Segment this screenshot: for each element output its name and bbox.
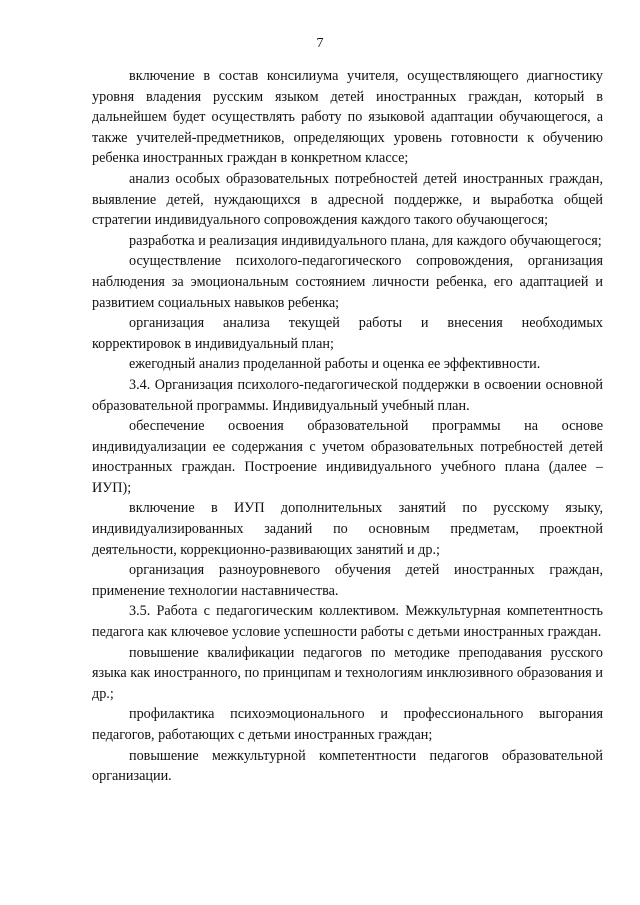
paragraph: организация разноуровневого обучения детей иностранных граждан, применение технологии наставничества. (92, 562, 603, 599)
paragraph: ежегодный анализ проделанной работы и оценка ее эффективности. (129, 356, 541, 373)
paragraph: обеспечение освоения образовательной программы на основе индивидуализации ее содержания с учетом образовательных потребностей детей иностранных граждан. Построение индивидуального учебного плана (далее – ИУП); (92, 418, 603, 496)
document-body (92, 66, 603, 787)
page-number: 7 (316, 36, 324, 51)
paragraph: включение в состав консилиума учителя, осуществляющего диагностику уровня владения русским языком детей иностранных граждан, который в дальнейшем будет осуществлять работу по языковой адаптации обучающегося, а также учителей-предметников, определяющих уровень готовности к обучению ребенка иностранных граждан в конкретном классе; (92, 68, 603, 167)
paragraph: осуществление психолого-педагогического сопровождения, организация наблюдения за эмоциональным состоянием личности ребенка, его адаптацией и развитием социальных навыков ребенка; (92, 253, 603, 311)
section-heading-3-4: 3.4. Организация психолого-педагогической поддержки в освоении основной образовательной программы. Индивидуальный учебный план. (92, 376, 603, 414)
paragraph: разработка и реализация индивидуального плана, для каждого обучающегося; (129, 232, 602, 249)
section-heading-3-5: 3.5. Работа с педагогическим коллективом. Межкультурная компетентность педагога как ключевое условие успешности работы с детьми иностранных граждан. (92, 603, 603, 641)
paragraph: анализ особых образовательных потребностей детей иностранных граждан, выявление детей, нуждающихся в адресной поддержке, и выработка общей стратегии индивидуального сопровождения каждого такого обучающегося; (92, 170, 603, 229)
paragraph: включение в ИУП дополнительных занятий по русскому языку, индивидуализированных заданий по основным предметам, проектной деятельности, коррекционно-развивающих занятий и др.; (92, 500, 603, 558)
paragraph: повышение квалификации педагогов по методике преподавания русского языка как иностранного, по принципам и технологиям инклюзивного образования и др.; (92, 644, 603, 702)
paragraph: организация анализа текущей работы и внесения необходимых корректировок в индивидуальный план; (92, 315, 603, 352)
paragraph: повышение межкультурной компетентности педагогов образовательной организации. (92, 747, 603, 785)
paragraph: профилактика психоэмоционального и профессионального выгорания педагогов, работающих с детьми иностранных граждан; (92, 706, 603, 743)
